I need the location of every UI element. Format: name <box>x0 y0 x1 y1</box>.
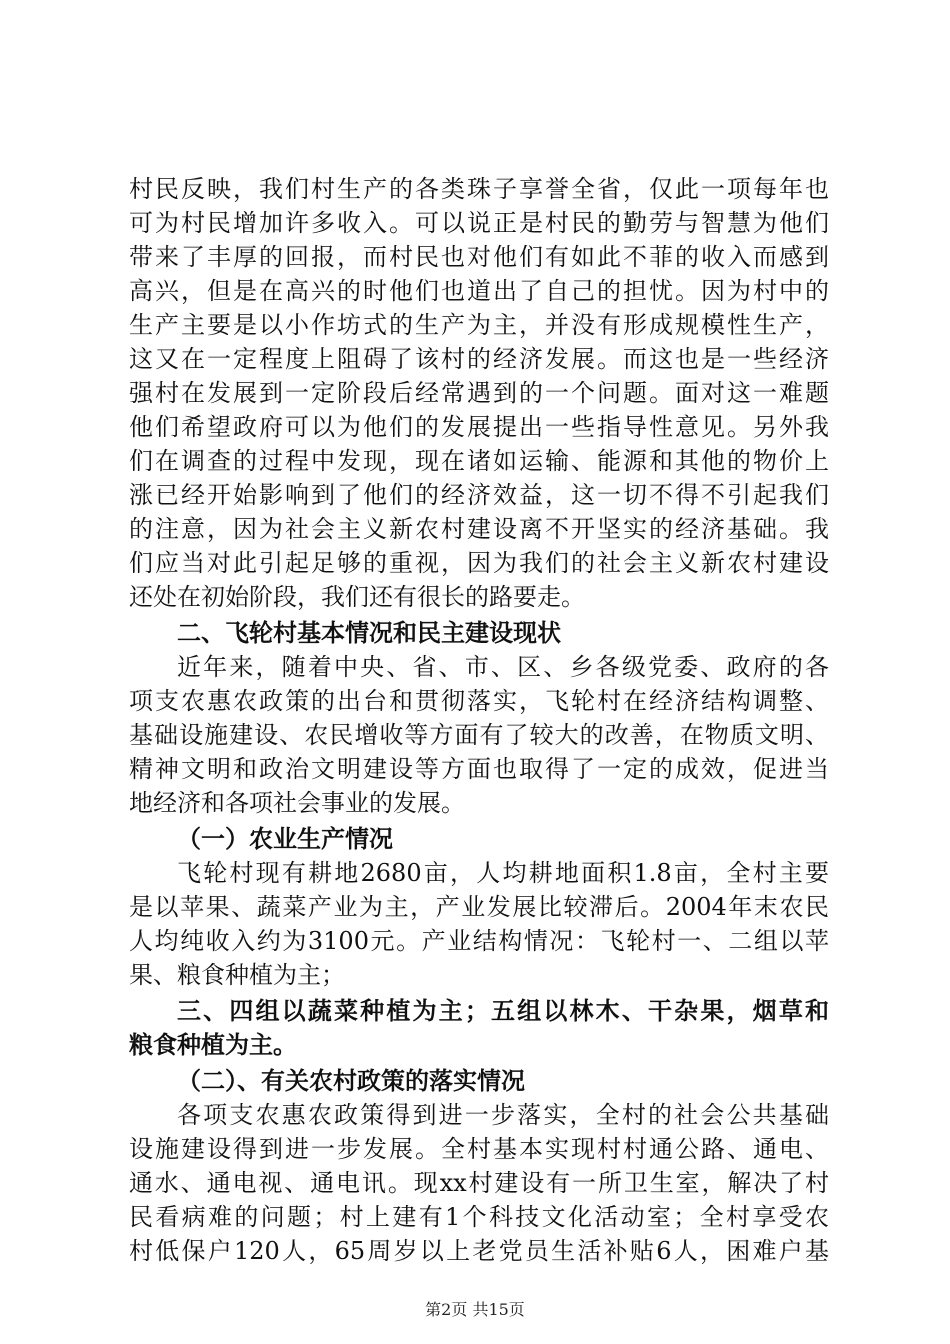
subsection-heading: （一）农业生产情况 <box>177 825 393 853</box>
text-line: 民看病难的问题；村上建有1个科技文化活动室；全村享受农 <box>129 1203 829 1231</box>
text-line: 这又在一定程度上阻碍了该村的经济发展。而这也是一些经济 <box>129 345 829 373</box>
text-line: 村低保户120人，65周岁以上老党员生活补贴6人，困难户基 <box>129 1237 829 1265</box>
text-line: 三、四组以蔬菜种植为主；五组以林木、干杂果，烟草和 <box>177 997 829 1025</box>
text-line: 们应当对此引起足够的重视，因为我们的社会主义新农村建设 <box>129 549 829 577</box>
text-line: 可为村民增加许多收入。可以说正是村民的勤劳与智慧为他们 <box>129 209 829 237</box>
text-line: 地经济和各项社会事业的发展。 <box>129 789 465 817</box>
text-line: 设施建设得到进一步发展。全村基本实现村村通公路、通电、 <box>129 1135 829 1163</box>
text-line: 果、粮食种植为主； <box>129 961 345 989</box>
text-line: 强村在发展到一定阶段后经常遇到的一个问题。面对这一难题 <box>129 379 829 407</box>
text-line: 各项支农惠农政策得到进一步落实，全村的社会公共基础 <box>177 1101 829 1129</box>
text-line: 粮食种植为主。 <box>129 1031 297 1059</box>
text-line: 高兴，但是在高兴的时他们也道出了自己的担忧。因为村中的 <box>129 277 829 305</box>
text-line: 近年来，随着中央、省、市、区、乡各级党委、政府的各 <box>177 653 829 681</box>
page-footer: 第2页 共15页 <box>425 1300 525 1319</box>
text-line: 飞轮村现有耕地2680亩，人均耕地面积1.8亩，全村主要 <box>177 859 829 887</box>
text-line: 带来了丰厚的回报，而村民也对他们有如此不菲的收入而感到 <box>129 243 829 271</box>
text-line: 涨已经开始影响到了他们的经济效益，这一切不得不引起我们 <box>129 481 829 509</box>
text-line: 基础设施建设、农民增收等方面有了较大的改善，在物质文明、 <box>129 721 829 749</box>
text-line: 他们希望政府可以为他们的发展提出一些指导性意见。另外我 <box>129 413 829 441</box>
text-line: 项支农惠农政策的出台和贯彻落实，飞轮村在经济结构调整、 <box>129 687 829 715</box>
text-line: 的注意，因为社会主义新农村建设离不开坚实的经济基础。我 <box>129 515 829 543</box>
text-line: 是以苹果、蔬菜产业为主，产业发展比较滞后。2004年末农民 <box>129 893 829 921</box>
section-heading: 二、飞轮村基本情况和民主建设现状 <box>177 619 561 647</box>
text-line: 精神文明和政治文明建设等方面也取得了一定的成效，促进当 <box>129 755 829 783</box>
subsection-heading: （二）、有关农村政策的落实情况 <box>177 1067 525 1095</box>
text-line: 人均纯收入约为3100元。产业结构情况：飞轮村一、二组以苹 <box>129 927 829 955</box>
text-line: 还处在初始阶段，我们还有很长的路要走。 <box>129 583 585 611</box>
text-line: 村民反映，我们村生产的各类珠子享誉全省，仅此一项每年也 <box>129 175 829 203</box>
text-line: 们在调查的过程中发现，现在诸如运输、能源和其他的物价上 <box>129 447 829 475</box>
text-line: 通水、通电视、通电讯。现xx村建设有一所卫生室，解决了村 <box>129 1169 829 1197</box>
text-line: 生产主要是以小作坊式的生产为主，并没有形成规模性生产， <box>129 311 829 339</box>
